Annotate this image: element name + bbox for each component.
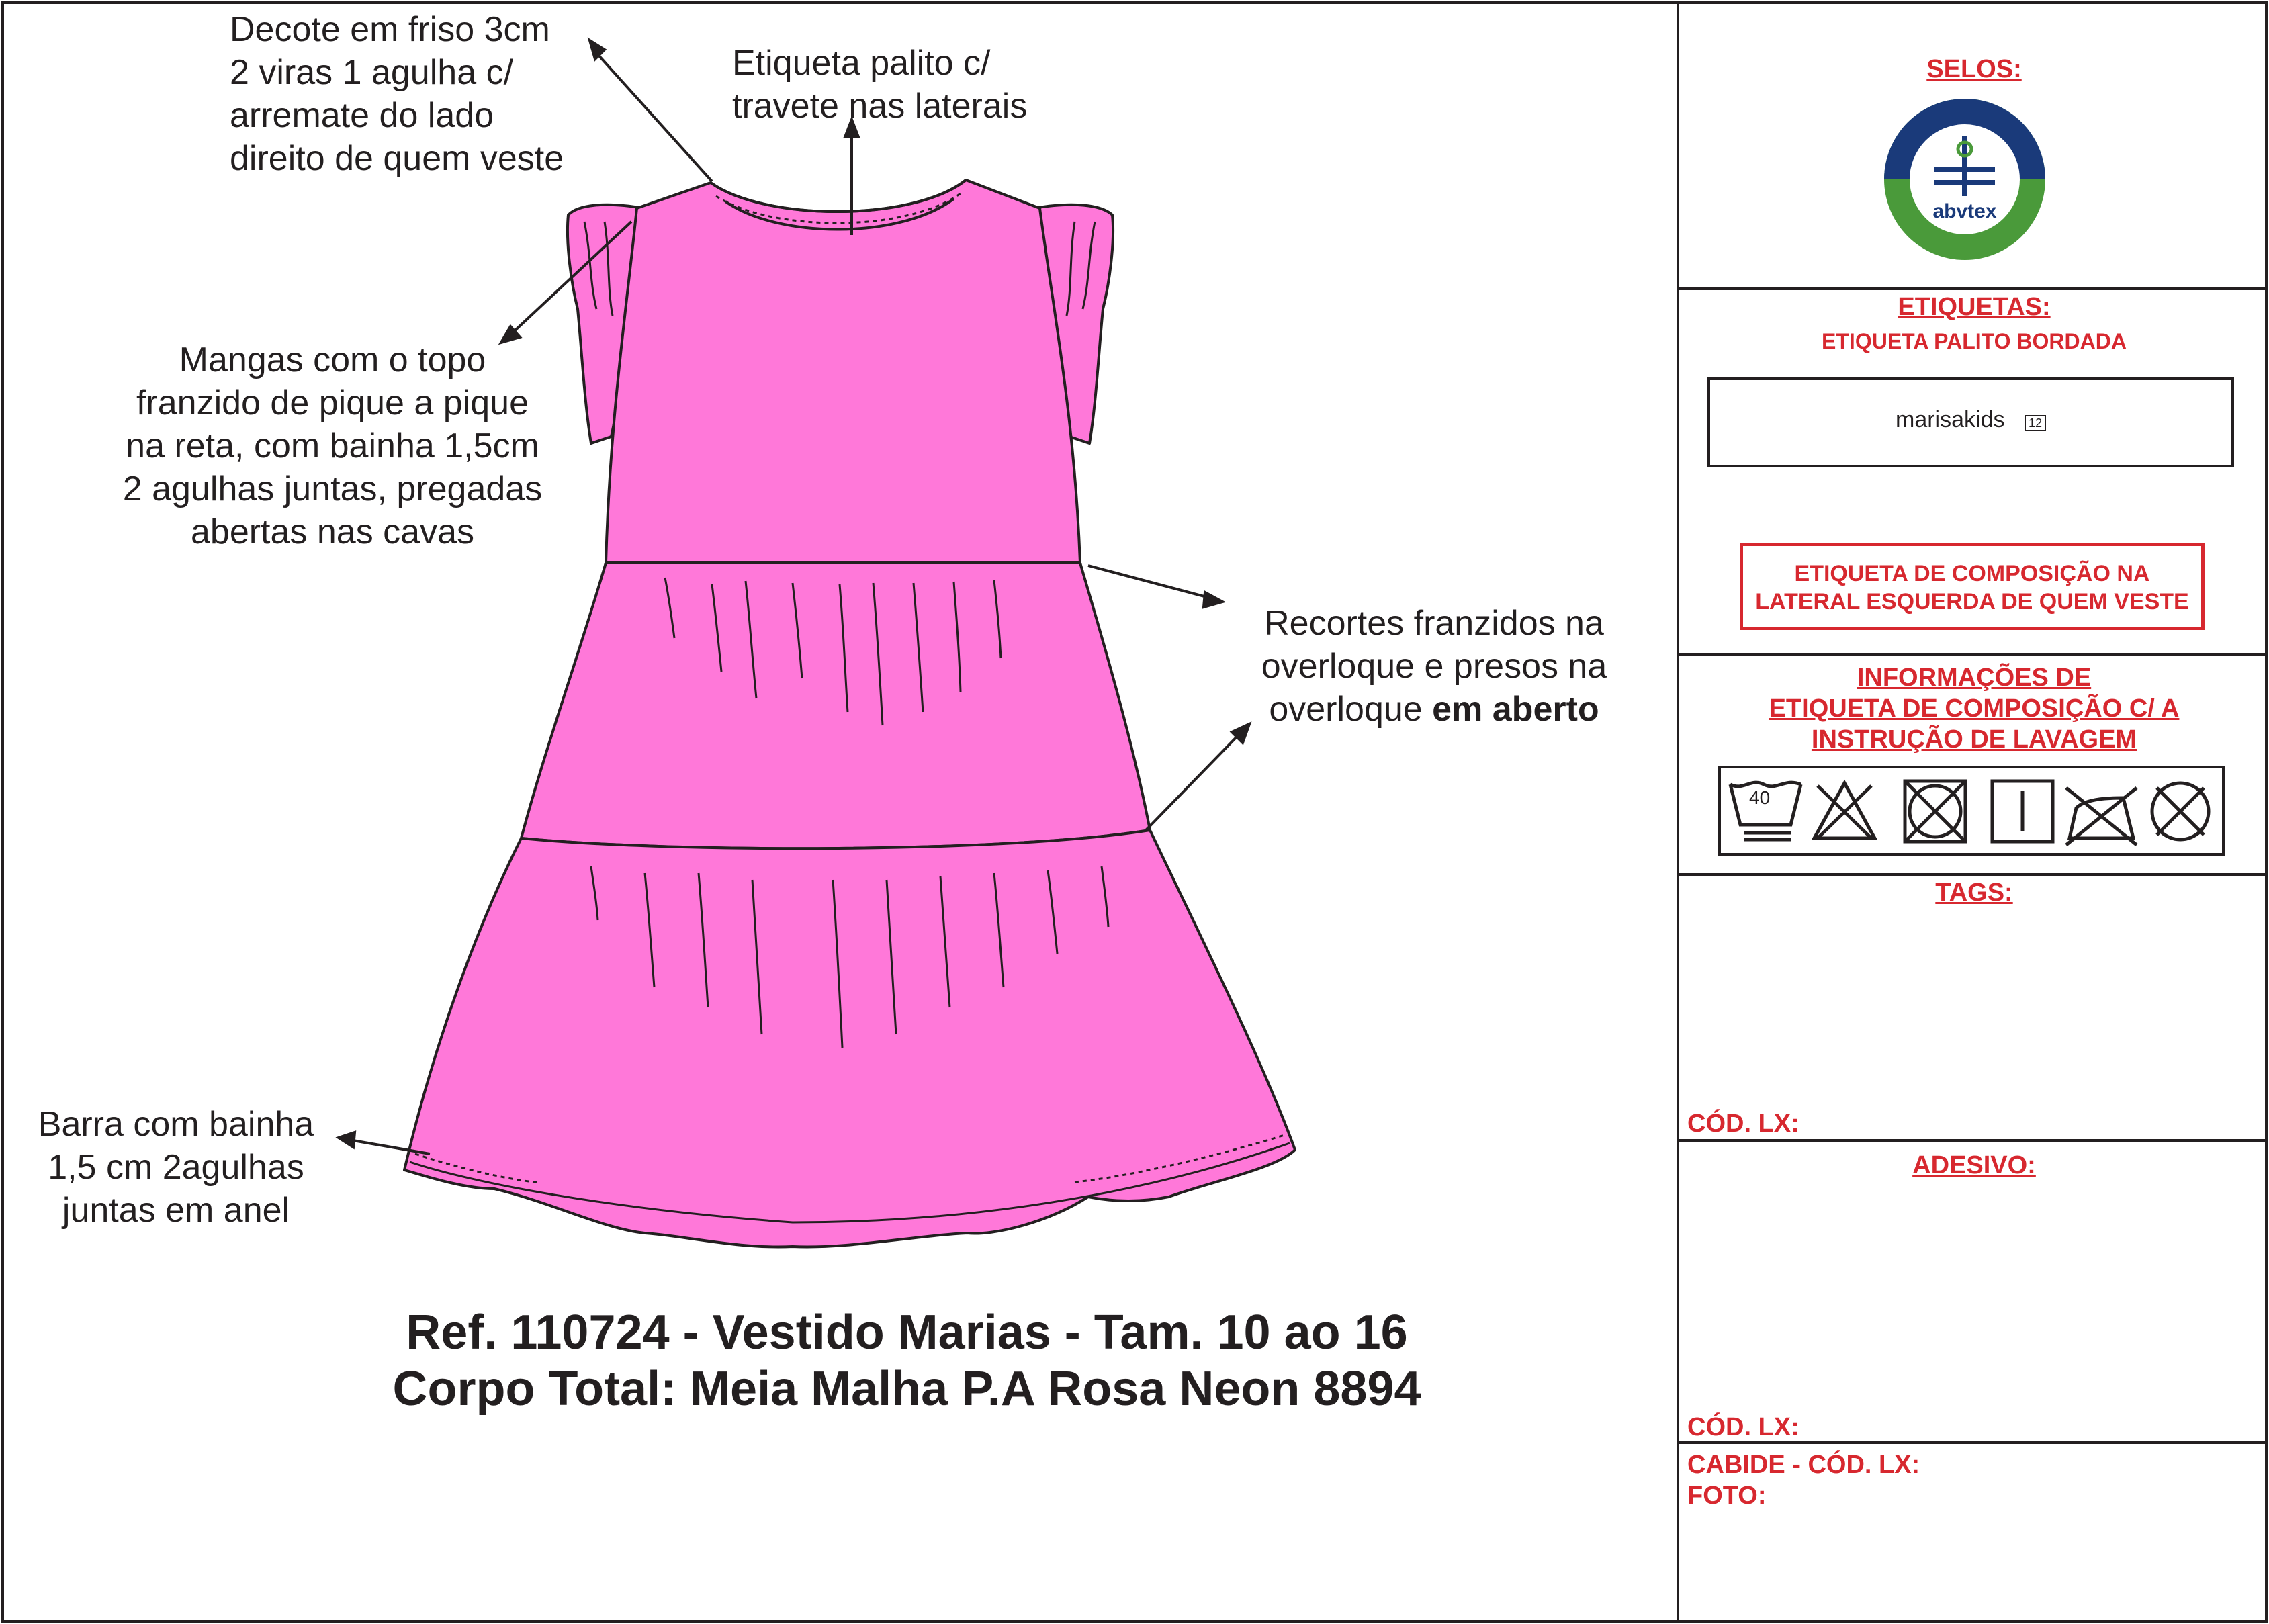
info-title [1679, 662, 2269, 755]
label-brand [1707, 407, 2234, 433]
note-mangas-line-4: 2 agulhas juntas, pregadas [122, 469, 543, 508]
sidebar-divider [1677, 1, 1679, 1623]
note-recortes [1229, 602, 1639, 731]
composicao-line-2: LATERAL ESQUERDA DE QUEM VESTE [1755, 589, 2189, 615]
note-mangas [87, 339, 578, 553]
dress-lower-tier [404, 830, 1295, 1247]
cabide-cod-lx: CABIDE - CÓD. LX: [1687, 1451, 1920, 1479]
selos-title: SELOS: [1926, 55, 2022, 83]
composicao-box [1740, 543, 2205, 630]
etiquetas-title: ETIQUETAS: [1898, 293, 2051, 321]
care-symbols [1724, 771, 2221, 852]
note-mangas-line-2: franzido de pique a pique [136, 384, 529, 422]
note-barra-line-1: Barra com bainha [38, 1105, 314, 1144]
info-title-line-1: INFORMAÇÕES DE [1857, 664, 2092, 692]
reference-line-1: Ref. 110724 - Vestido Marias - Tam. 10 ao 16 [406, 1306, 1408, 1359]
seal-brand: abvtex [1932, 200, 1997, 222]
note-etiqueta-line-2: travete nas laterais [732, 87, 1028, 126]
adesivo-title: ADESIVO: [1912, 1151, 2036, 1179]
wash-temp: 40 [1749, 787, 1771, 808]
section-divider-tags [1677, 1139, 2268, 1142]
note-etiqueta-line-1: Etiqueta palito c/ [732, 44, 991, 83]
section-divider-info [1677, 873, 2268, 876]
composicao-line-1: ETIQUETA DE COMPOSIÇÃO NA [1794, 561, 2150, 586]
info-title-line-3: INSTRUÇÃO DE LAVAGEM [1811, 725, 2137, 754]
note-recortes-line-1: Recortes franzidos na [1264, 604, 1604, 643]
section-divider-selos [1677, 287, 2268, 290]
reference-line-2: Corpo Total: Meia Malha P.A Rosa Neon 8894 [392, 1362, 1421, 1416]
note-etiqueta [732, 42, 1027, 128]
note-recortes-line-3 [1229, 688, 1639, 731]
tags-title: TAGS: [1935, 878, 2013, 907]
no-bleach-icon [1814, 783, 1875, 838]
label-brand-kids: kids [1964, 407, 2005, 433]
section-divider-etiquetas [1677, 653, 2268, 656]
label-brand-marisa: marisa [1896, 407, 1965, 433]
foto-label: FOTO: [1687, 1482, 1767, 1510]
adesivo-cod-lx: CÓD. LX: [1687, 1413, 1799, 1441]
note-mangas-line-3: na reta, com bainha 1,5cm [126, 426, 539, 465]
dress-illustration [0, 0, 1343, 1276]
dress-middle-tier [521, 563, 1150, 848]
abvtex-seal [1881, 95, 2049, 263]
tags-cod-lx: CÓD. LX: [1687, 1110, 1799, 1138]
note-recortes-plain: overloque [1269, 690, 1433, 729]
note-recortes-line-2: overloque e presos na [1261, 647, 1607, 686]
note-decote-line-4: direito de quem veste [230, 139, 564, 178]
dress-bodice [606, 180, 1080, 563]
note-decote-line-3: arremate do lado [230, 96, 494, 135]
note-mangas-line-5: abertas nas cavas [190, 512, 475, 551]
note-barra [15, 1103, 337, 1232]
note-mangas-line-1: Mangas com o topo [179, 341, 486, 379]
note-decote-line-2: 2 viras 1 agulha c/ [230, 53, 514, 92]
no-iron-icon [2066, 788, 2137, 845]
note-barra-line-2: 1,5 cm 2agulhas [48, 1148, 304, 1187]
note-decote-line-1: Decote em friso 3cm [230, 10, 550, 49]
info-title-line-2: ETIQUETA DE COMPOSIÇÃO C/ A [1769, 694, 2180, 723]
etiquetas-subtitle: ETIQUETA PALITO BORDADA [1822, 329, 2127, 353]
note-recortes-bold: em aberto [1432, 690, 1599, 729]
note-barra-line-3: juntas em anel [62, 1191, 290, 1230]
label-size: 12 [2025, 415, 2046, 431]
note-decote [230, 8, 564, 180]
